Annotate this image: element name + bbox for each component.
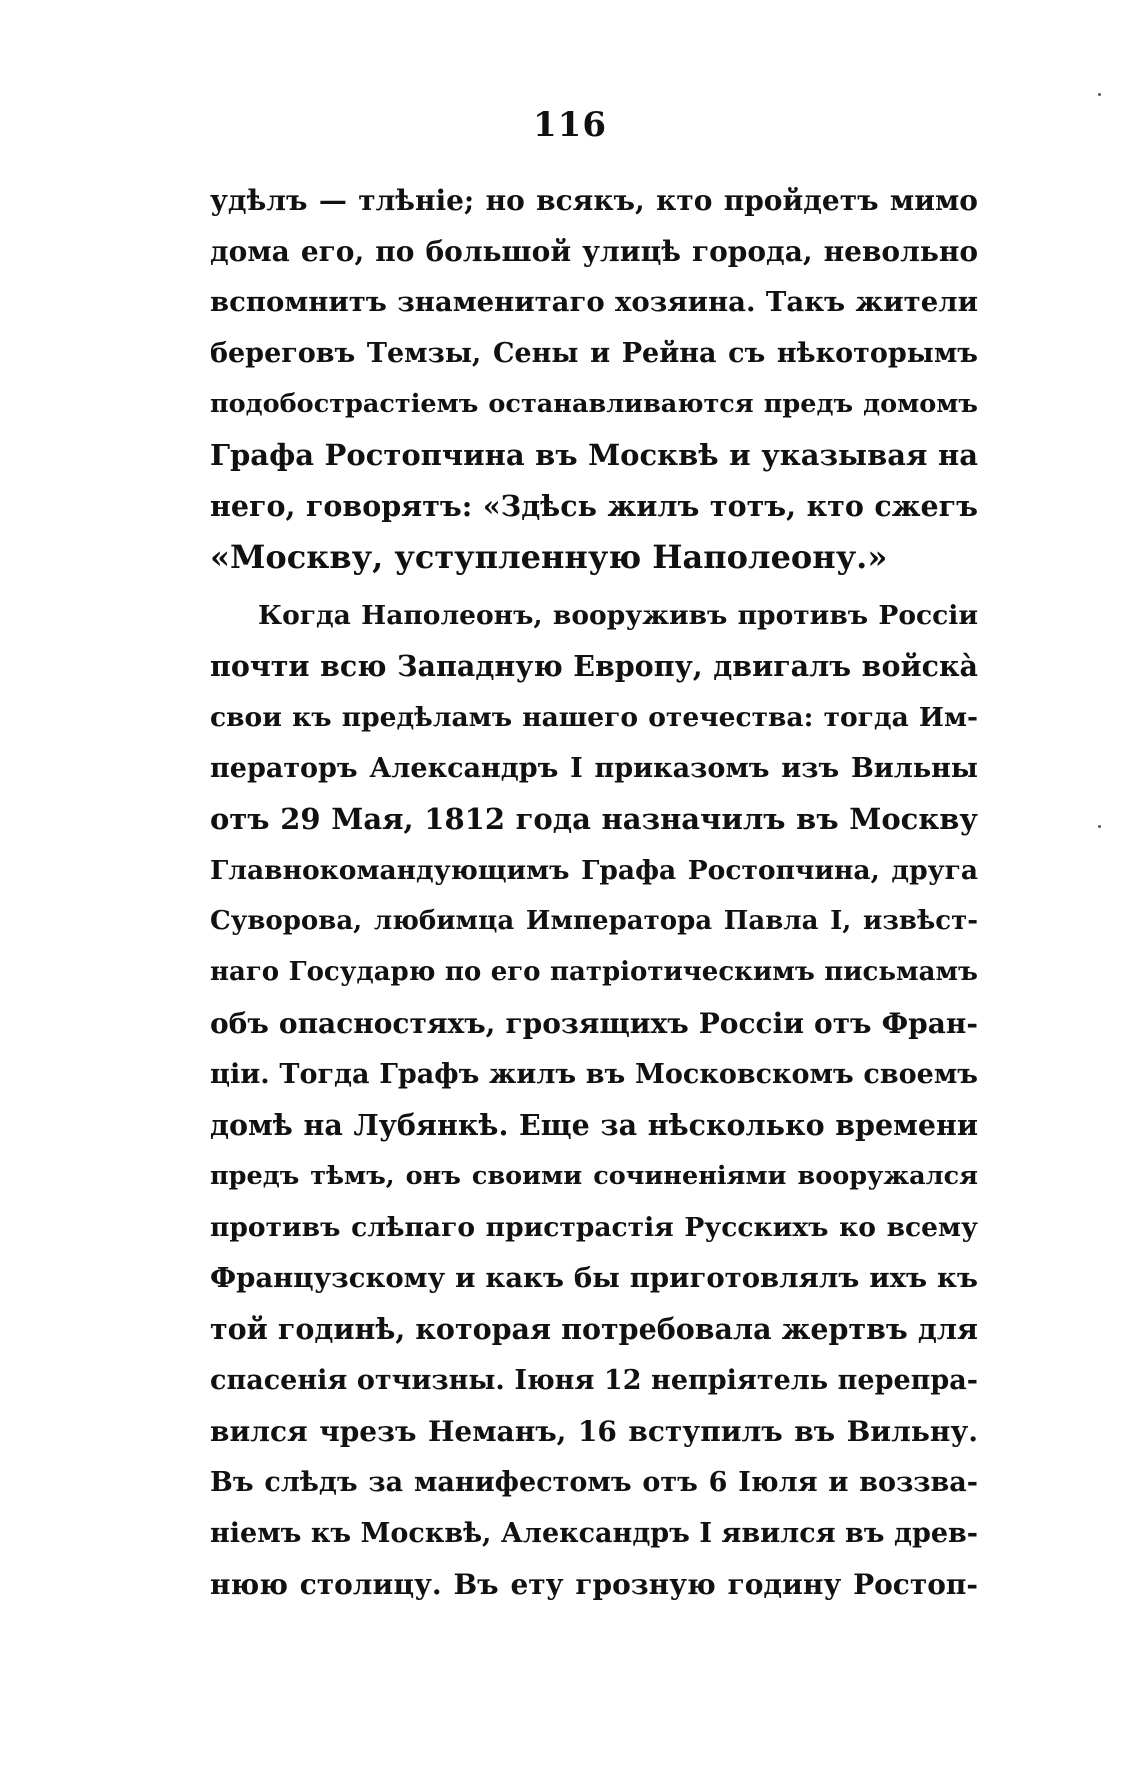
text-line: вспомнитъ знаменитаго хозяина. Такъ жители: [210, 286, 978, 318]
text-line: той годинѣ, которая потребовала жертвъ для: [210, 1312, 978, 1346]
text-line: Главнокомандующимъ Графа Ростопчина, друга: [210, 855, 978, 886]
text-line: Графа Ростопчина въ Москвѣ и указывая на: [210, 438, 978, 472]
text-line: нюю столицу. Въ ету грозную годину Ростоп-: [210, 1568, 978, 1601]
text-line: него, говорятъ: «Здѣсь жилъ тотъ, кто сжегъ: [210, 489, 978, 523]
text-line: почти всю Западную Европу, двигалъ войскà: [210, 649, 978, 683]
text-line: отъ 29 Мая, 1812 года назначилъ въ Москву: [210, 802, 978, 836]
text-line: противъ слѣпаго пристрастія Русскихъ ко всему: [210, 1212, 978, 1243]
paragraph-2: [210, 590, 978, 1610]
text-line: ператоръ Александръ I приказомъ изъ Вильны: [210, 753, 978, 784]
print-speck: [1098, 93, 1101, 96]
print-speck: [1098, 825, 1101, 828]
text-line: Французскому и какъ бы приготовлялъ ихъ къ: [210, 1262, 978, 1294]
text-line: Въ слѣдъ за манифестомъ отъ 6 Іюля и воззва-: [210, 1467, 978, 1498]
text-line: «Москву, уступленную Наполеону.»: [210, 538, 888, 576]
text-line: вился чрезъ Неманъ, 16 вступилъ въ Вильну.: [210, 1415, 978, 1448]
text-line: Суворова, любимца Императора Павла I, извѣст-: [210, 906, 978, 936]
text-line: ніемъ къ Москвѣ, Александръ I явился въ древ-: [210, 1518, 978, 1549]
text-line: дома его, по большой улицѣ города, невольно: [210, 235, 978, 268]
text-line: домѣ на Лубянкѣ. Еще за нѣсколько времени: [210, 1108, 978, 1142]
text-line: береговъ Темзы, Сены и Рейна съ нѣкоторымъ: [210, 338, 978, 369]
text-line: свои къ предѣламъ нашего отечества: тогда Им-: [210, 702, 978, 733]
text-line: спасенія отчизны. Іюня 12 непріятель перепра-: [210, 1365, 978, 1396]
text-line: подобострастіемъ останавливаются предъ домомъ: [210, 389, 978, 419]
text-line: удѣлъ — тлѣніе; но всякъ, кто пройдетъ мимо: [210, 184, 978, 217]
text-line: объ опасностяхъ, грозящихъ Россіи отъ Фран-: [210, 1007, 978, 1040]
paragraph-1: [210, 175, 978, 583]
page-number: 116: [533, 105, 607, 145]
text-line: ціи. Тогда Графъ жилъ въ Московскомъ своемъ: [210, 1059, 978, 1090]
text-line: наго Государю по его патріотическимъ письмамъ: [210, 957, 978, 987]
text-line: Когда Наполеонъ, вооруживъ противъ Россіи: [258, 600, 978, 631]
text-line: предъ тѣмъ, онъ своими сочиненіями вооружался: [210, 1161, 978, 1191]
